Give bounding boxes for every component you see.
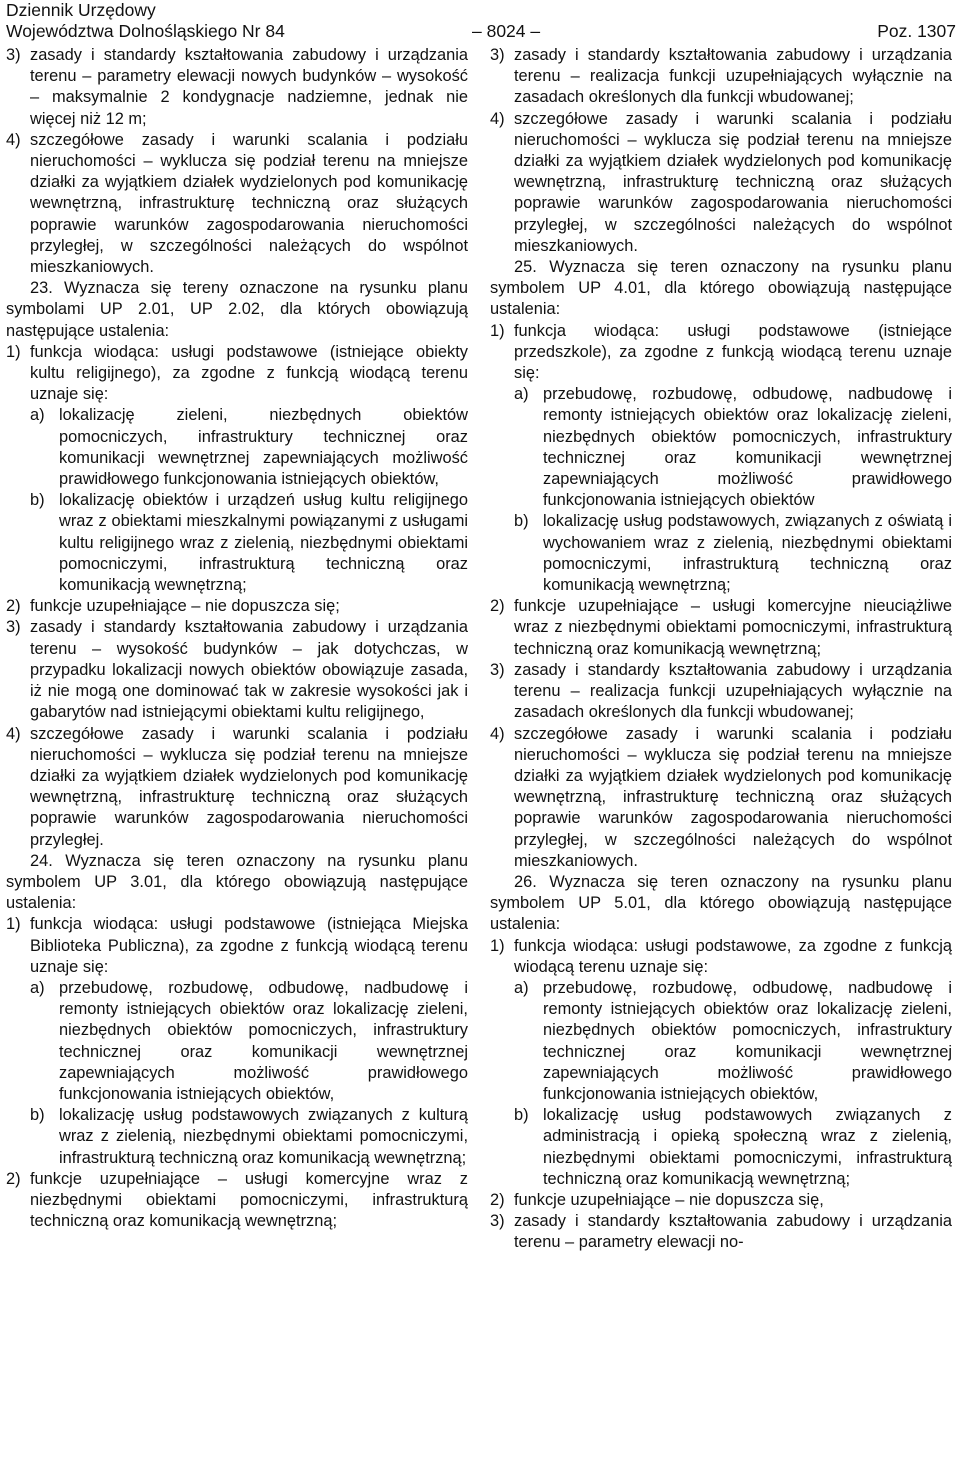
item-text: funkcje uzupełniające – usługi komercyjne nieuciążliwe wraz z niezbędnymi obiektami pomocniczymi, infrastrukturą techniczną oraz komunikacją wewnętrzną; xyxy=(514,597,952,658)
item-text: lokalizację usług podstawowych związanych z administracją i opieką społeczną wraz z zielenią, niezbędnymi obiektami pomocniczymi, infrastrukturą techniczną oraz komunikacją wewnętrzną; xyxy=(543,1106,952,1188)
item-number: a) xyxy=(30,978,45,997)
journal-subtitle: Województwa Dolnośląskiego Nr 84 xyxy=(6,21,285,41)
item-text: lokalizację obiektów i urządzeń usług kultu religijnego wraz z obiektami mieszkalnymi powiązanymi z usługami kultu religijnego wraz z zielenią, niezbędnymi obiektami pomocniczymi, infrastrukturą techniczną oraz komunikacją wewnętrzną; xyxy=(59,491,468,595)
item-number: b) xyxy=(30,1106,45,1125)
sub-list-item xyxy=(514,1105,952,1190)
list-item xyxy=(490,724,952,872)
item-text: lokalizację zieleni, niezbędnych obiektów pomocniczych, infrastruktury technicznej oraz komunikacji wewnętrznej zapewniających możliwość prawidłowego funkcjonowania istniejących obiektów, xyxy=(59,406,468,489)
header-row xyxy=(6,21,956,42)
list-item xyxy=(6,914,468,978)
item-text: funkcja wiodąca: usługi podstawowe (istniejące przedszkole), za zgodne z funkcją wiodącą terenu uznaje się: xyxy=(514,321,952,383)
item-text: przebudowę, rozbudowę, odbudowę, nadbudowę i remonty istniejących obiektów oraz lokalizację zieleni, niezbędnych obiektów pomocniczych, infrastruktury technicznej oraz komunikacji wewnętrznej zapewniających możliwość prawidłowego funkcjonowania istniejących obiektów, xyxy=(543,978,952,1103)
section-paragraph: 23. Wyznacza się tereny oznaczone na rysunku planu symbolami UP 2.01, UP 2.02, dla których obowiązują następujące ustalenia: xyxy=(6,279,468,340)
list-item xyxy=(490,660,952,724)
item-text: funkcje uzupełniające – nie dopuszcza się; xyxy=(30,597,340,616)
item-text: funkcje uzupełniające – usługi komercyjne wraz z niezbędnymi obiektami pomocniczymi, infrastrukturą techniczną oraz komunikacją wewnętrzną; xyxy=(30,1169,468,1231)
item-number: a) xyxy=(30,406,45,425)
item-number: 3) xyxy=(6,46,21,64)
item-number: 4) xyxy=(490,109,505,128)
position-number: Poz. 1307 xyxy=(877,21,956,41)
sub-list-item xyxy=(514,978,952,1105)
section-paragraph: 26. Wyznacza się teren oznaczony na rysunku planu symbolem UP 5.01, dla którego obowiązują następujące ustalenia: xyxy=(490,872,952,934)
list-item xyxy=(490,936,952,978)
item-number: 3) xyxy=(490,1212,505,1231)
list-item xyxy=(6,596,468,617)
item-number: 1) xyxy=(6,915,21,934)
right-column xyxy=(490,45,952,1254)
item-number: b) xyxy=(514,512,529,531)
item-number: b) xyxy=(514,1106,529,1125)
item-text: zasady i standardy kształtowania zabudowy i urządzania terenu – parametry elewacji no- xyxy=(514,1212,952,1252)
sub-list-item xyxy=(514,384,952,511)
item-number: 1) xyxy=(6,342,21,361)
list-item xyxy=(6,724,468,851)
sub-list-item xyxy=(514,511,952,596)
list-item xyxy=(6,130,468,278)
list-item xyxy=(490,45,952,109)
list-item xyxy=(6,617,468,723)
section-paragraph: 25. Wyznacza się teren oznaczony na rysunku planu symbolem UP 4.01, dla którego obowiązują następujące ustalenia: xyxy=(490,258,952,319)
item-number: 2) xyxy=(490,1190,505,1209)
item-text: szczegółowe zasady i warunki scalania i podziału nieruchomości – wyklucza się podział terenu na mniejsze działki za wyjątkiem działek wydzielonych pod komunikację wewnętrzną, infrastrukturę techniczną oraz służących poprawie warunków zagospodarowania nieruchomości przyległej, w szczególności należących do wspólnot mieszkaniowych. xyxy=(514,724,952,870)
item-text: przebudowę, rozbudowę, odbudowę, nadbudowę i remonty istniejących obiektów oraz lokalizację zieleni, niezbędnych obiektów pomocniczych, infrastruktury technicznej oraz komunikacji wewnętrznej zapewniających możliwość prawidłowego funkcjonowania istniejących obiektów xyxy=(543,385,952,510)
page-number: – 8024 – xyxy=(472,21,541,41)
item-number: 4) xyxy=(490,724,505,743)
section-paragraph: 24. Wyznacza się teren oznaczony na rysunku planu symbolem UP 3.01, dla którego obowiązują następujące ustalenia: xyxy=(6,851,468,913)
item-text: zasady i standardy kształtowania zabudowy i urządzania terenu – realizacja funkcji uzupełniających wyłącznie na zasadach określonych dla funkcji wbudowanej; xyxy=(514,660,952,722)
item-number: b) xyxy=(30,491,45,510)
item-number: 1) xyxy=(490,321,505,340)
item-text: funkcja wiodąca: usługi podstawowe (istniejąca Miejska Biblioteka Publiczna), za zgodne z funkcją wiodącą terenu uznaje się: xyxy=(30,915,468,976)
sub-list-item xyxy=(30,978,468,1105)
page-header xyxy=(6,0,956,42)
list-item xyxy=(6,342,468,406)
list-item xyxy=(490,109,952,257)
list-item xyxy=(490,596,952,660)
item-number: 3) xyxy=(490,660,505,679)
item-number: 3) xyxy=(490,46,505,64)
list-item xyxy=(490,1211,952,1253)
item-text: zasady i standardy kształtowania zabudowy i urządzania terenu – wysokość budynków – jak dotychczas, w przypadku lokalizacji nowych obiektów obowiązuje zasada, iż nie mogą one dominować tak w zakresie wysokości jak i gabarytów nad istniejącymi obiektami kultu religijnego, xyxy=(30,618,468,722)
sub-list-item xyxy=(30,1105,468,1169)
sub-list-item xyxy=(30,405,468,490)
list-item xyxy=(490,1190,952,1211)
left-column xyxy=(6,45,468,1232)
item-text: szczegółowe zasady i warunki scalania i podziału nieruchomości – wyklucza się podział terenu na mniejsze działki za wyjątkiem działek wydzielonych pod komunikację wewnętrzną, infrastrukturę techniczną oraz służących poprawie warunków zagospodarowania nieruchomości przyległej, w szczególności należących do wspólnot mieszkaniowych. xyxy=(30,130,468,277)
item-text: szczegółowe zasady i warunki scalania i podziału nieruchomości – wyklucza się podział terenu na mniejsze działki za wyjątkiem działek wydzielonych pod komunikację wewnętrzną, infrastrukturę techniczną oraz służących poprawie warunków zagospodarowania nieruchomości przyległej. xyxy=(30,724,468,849)
item-text: funkcje uzupełniające – nie dopuszcza się, xyxy=(514,1190,824,1209)
item-text: przebudowę, rozbudowę, odbudowę, nadbudowę i remonty istniejących obiektów oraz lokalizację zieleni, niezbędnych obiektów pomocniczych, infrastruktury technicznej oraz komunikacji wewnętrznej zapewniających możliwość prawidłowego funkcjonowania istniejących obiektów, xyxy=(59,978,468,1103)
item-text: lokalizację usług podstawowych związanych z kulturą wraz z zielenią, niezbędnymi obiektami pomocniczymi, infrastrukturą techniczną oraz komunikacją wewnętrzną; xyxy=(59,1106,468,1167)
list-item xyxy=(490,321,952,385)
item-number: 4) xyxy=(6,130,21,149)
item-number: 1) xyxy=(490,936,505,955)
item-number: 2) xyxy=(6,597,21,616)
list-item xyxy=(6,45,468,130)
item-text: funkcja wiodąca: usługi podstawowe (istniejące obiekty kultu religijnego), za zgodne z funkcją wiodącą terenu uznaje się: xyxy=(30,342,468,404)
item-number: a) xyxy=(514,978,529,997)
item-number: 2) xyxy=(490,597,505,616)
item-text: zasady i standardy kształtowania zabudowy i urządzania terenu – parametry elewacji nowych budynków – wysokość – maksymalnie 2 kondygnacje nadziemne, jednak nie więcej niż 12 m; xyxy=(30,46,468,128)
item-number: 3) xyxy=(6,618,21,637)
sub-list-item xyxy=(30,490,468,596)
item-number: 4) xyxy=(6,724,21,743)
list-item xyxy=(6,1169,468,1233)
journal-title: Dziennik Urzędowy xyxy=(6,0,156,20)
item-number: 2) xyxy=(6,1169,21,1188)
item-text: funkcja wiodąca: usługi podstawowe, za zgodne z funkcją wiodącą terenu uznaje się: xyxy=(514,936,952,976)
item-text: zasady i standardy kształtowania zabudowy i urządzania terenu – realizacja funkcji uzupełniających wyłącznie na zasadach określonych dla funkcji wbudowanej; xyxy=(514,46,952,107)
item-number: a) xyxy=(514,385,529,404)
item-text: lokalizację usług podstawowych, związanych z oświatą i wychowaniem wraz z zielenią, niezbędnymi obiektami pomocniczymi, infrastrukturą techniczną oraz komunikacją wewnętrzną; xyxy=(543,512,952,595)
item-text: szczegółowe zasady i warunki scalania i podziału nieruchomości – wyklucza się podział terenu na mniejsze działki za wyjątkiem działek wydzielonych pod komunikację wewnętrzną, infrastrukturę techniczną oraz służących poprawie warunków zagospodarowania nieruchomości przyległej, w szczególności należących do wspólnot mieszkaniowych. xyxy=(514,109,952,255)
